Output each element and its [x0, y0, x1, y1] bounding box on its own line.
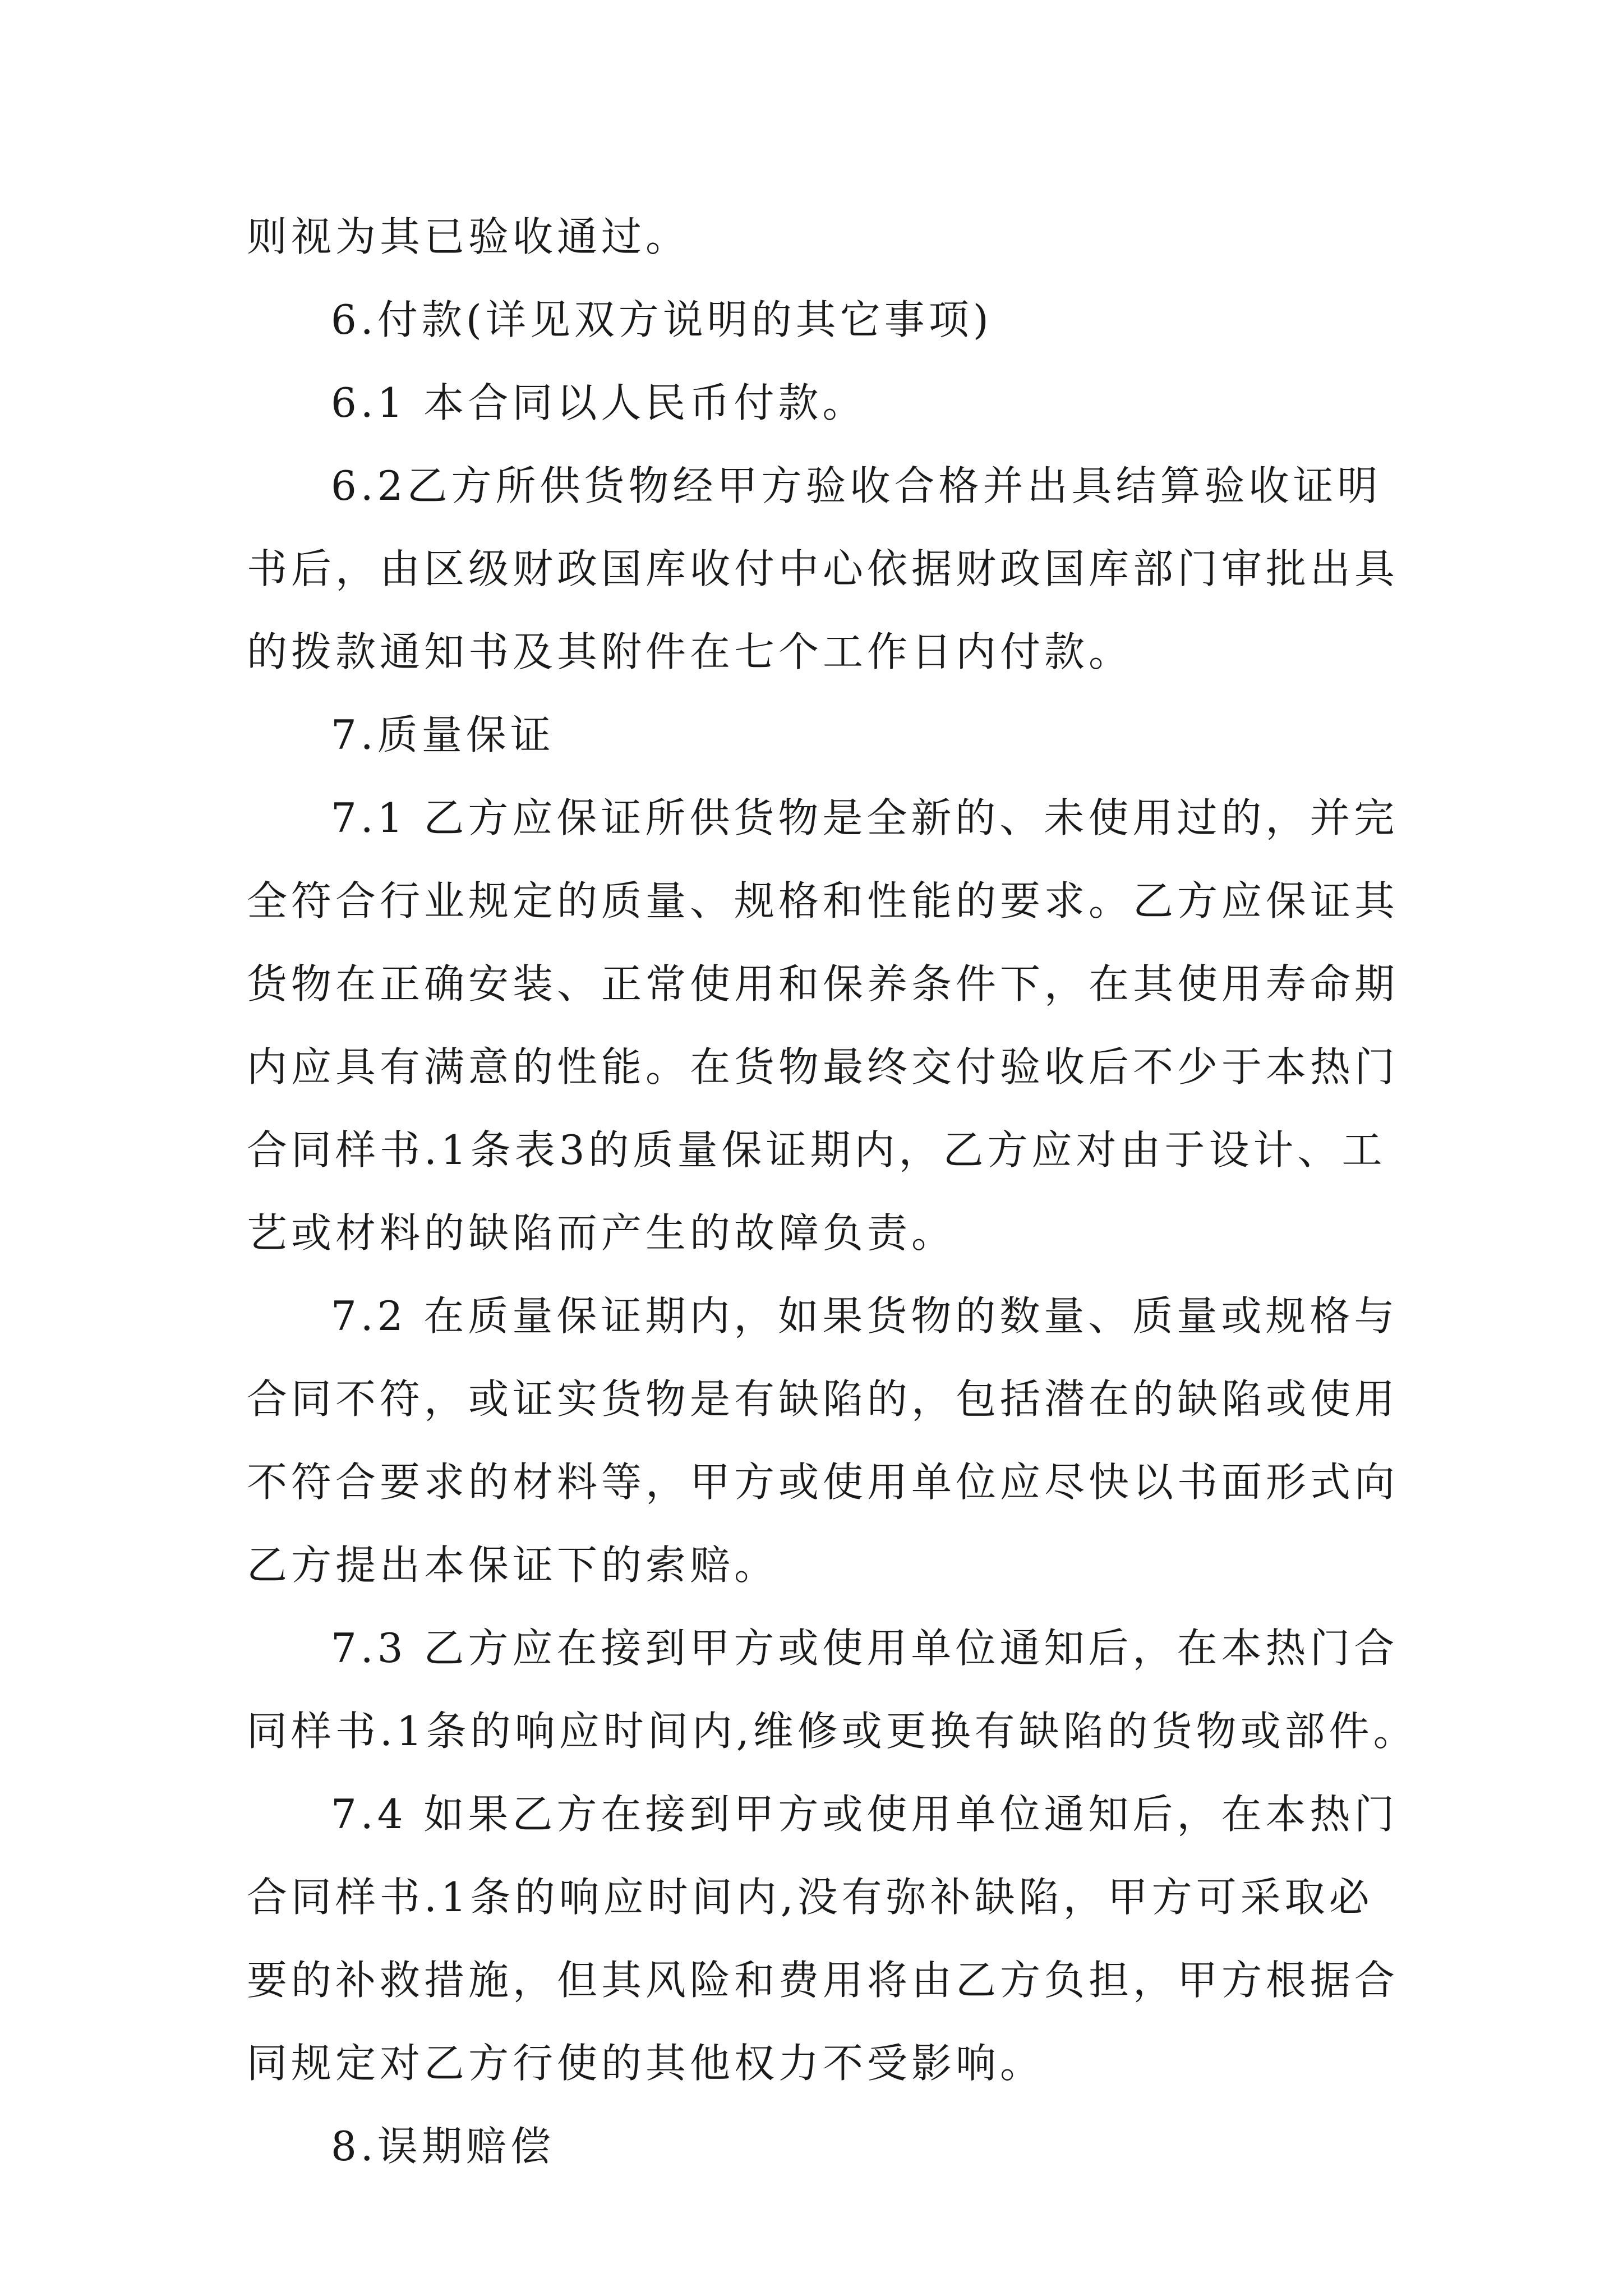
text-line: 不符合要求的材料等，甲方或使用单位应尽快以书面形式向	[247, 1458, 1399, 1506]
text-line: 同样书.1条的响应时间内,维修或更换有缺陷的货物或部件。	[247, 1708, 1418, 1755]
text-line: 全符合行业规定的质量、规格和性能的要求。乙方应保证其	[247, 877, 1399, 924]
text-line: 艺或材料的缺陷而产生的故障负责。	[247, 1209, 956, 1257]
text-line: 同规定对乙方行使的其他权力不受影响。	[247, 2040, 1045, 2087]
text-line: 则视为其已验收通过。	[247, 213, 690, 260]
text-line: 货物在正确安装、正常使用和保养条件下，在其使用寿命期	[247, 960, 1399, 1007]
text-line: 书后，由区级财政国库收付中心依据财政国库部门审批出具	[247, 545, 1399, 592]
section-heading-payment: 6.付款(详见双方说明的其它事项)	[331, 296, 993, 343]
text-line: 乙方提出本保证下的索赔。	[247, 1542, 779, 1589]
section-heading-quality: 7.质量保证	[331, 711, 555, 758]
text-line: 6.2乙方所供货物经甲方验收合格并出具结算验收证明	[331, 462, 1382, 509]
text-line: 7.2 在质量保证期内，如果货物的数量、质量或规格与	[331, 1292, 1399, 1340]
text-line: 内应具有满意的性能。在货物最终交付验收后不少于本热门	[247, 1043, 1399, 1091]
text-line: 要的补救措施，但其风险和费用将由乙方负担，甲方根据合	[247, 1957, 1399, 2004]
text-line: 合同样书.1条的响应时间内,没有弥补缺陷，甲方可采取必	[247, 1874, 1373, 1921]
text-line: 合同不符，或证实货物是有缺陷的，包括潜在的缺陷或使用	[247, 1375, 1399, 1423]
text-line: 7.3 乙方应在接到甲方或使用单位通知后，在本热门合	[331, 1625, 1399, 1672]
text-line: 7.1 乙方应保证所供货物是全新的、未使用过的，并完	[331, 794, 1399, 841]
text-line: 的拨款通知书及其附件在七个工作日内付款。	[247, 628, 1133, 675]
text-line: 7.4 如果乙方在接到甲方或使用单位通知后，在本热门	[331, 1791, 1399, 1838]
section-heading-delay-compensation: 8.误期赔偿	[331, 2123, 555, 2170]
document-body	[247, 195, 1418, 2188]
text-line: 合同样书.1条表3的质量保证期内，乙方应对由于设计、工	[247, 1126, 1386, 1174]
text-line: 6.1 本合同以人民币付款。	[331, 379, 867, 426]
